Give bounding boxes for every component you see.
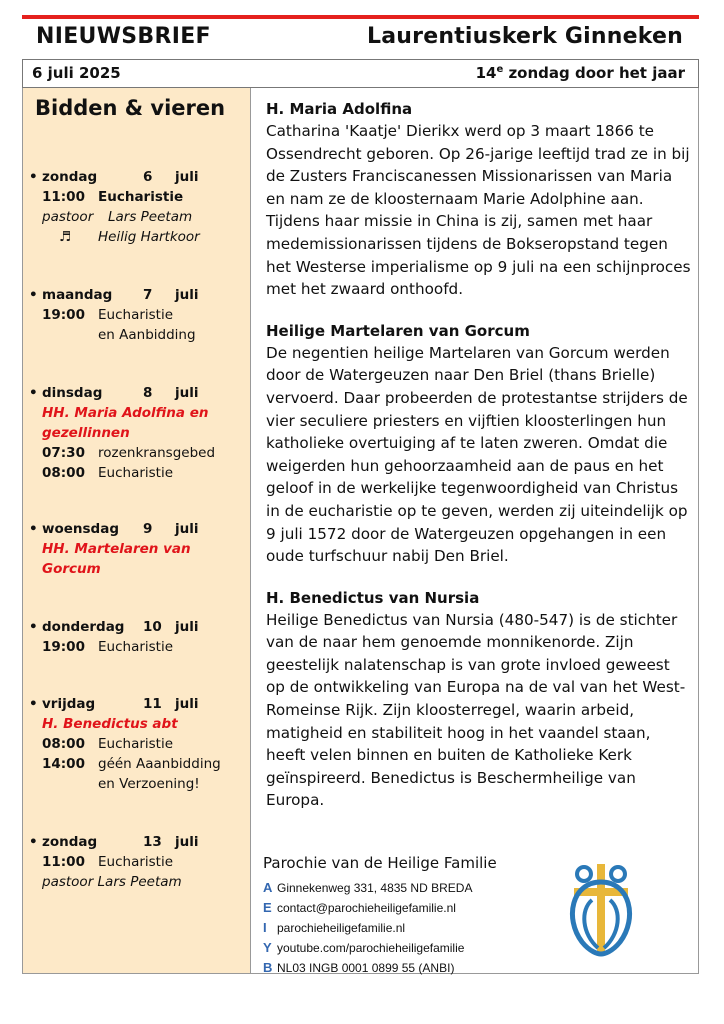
schedule-day bbox=[29, 519, 249, 579]
website-link[interactable]: parochieheiligefamilie.nl bbox=[277, 921, 406, 935]
email-letter: E bbox=[263, 900, 272, 915]
schedule-day bbox=[29, 285, 249, 345]
service-time: 11:00 bbox=[42, 189, 85, 205]
website-letter: I bbox=[263, 920, 267, 935]
schedule-day bbox=[29, 167, 249, 247]
day-number: 6 bbox=[143, 169, 153, 185]
service-name-cont: en Aanbidding bbox=[98, 327, 196, 343]
newsletter-header bbox=[22, 21, 699, 58]
article bbox=[266, 587, 691, 812]
service-time: 19:00 bbox=[42, 307, 85, 323]
issue-date: 6 juli 2025 bbox=[32, 64, 121, 82]
day-name: zondag bbox=[42, 834, 98, 850]
bullet-icon: • bbox=[29, 287, 38, 303]
bank-line bbox=[263, 958, 683, 978]
bullet-icon: • bbox=[29, 619, 38, 635]
service-name: Eucharistie bbox=[98, 307, 174, 323]
service-name: Eucharistie bbox=[98, 465, 174, 481]
bullet-icon: • bbox=[29, 521, 38, 537]
top-red-bar bbox=[22, 15, 699, 19]
feast-name: H. Benedictus abt bbox=[42, 716, 178, 732]
service-name: Eucharistie bbox=[98, 736, 174, 752]
service-time: 11:00 bbox=[42, 854, 85, 870]
day-name: dinsdag bbox=[42, 385, 103, 401]
address-text: Ginnekenweg 331, 4835 ND BREDA bbox=[277, 881, 473, 895]
day-month: juli bbox=[175, 834, 199, 850]
article-title: H. Maria Adolfina bbox=[266, 100, 413, 118]
article-body: Heilige Benedictus van Nursia (480-547) is de stichter van de naar hem genoemde monnikenorde. Zijn geestelijk nalatenschap is van grote invloed geweest op de ontwikkeling van Europa na de val van het West-Romeinse Rijk. Zijn kloosterregel, waarin arbeid, matigheid en stabiliteit hoog in het vaandel staan, heeft velen binnen en buiten de Katholieke Kerk geïnspireerd. Benedictus is Beschermheilige van Europa. bbox=[266, 610, 686, 810]
email-link[interactable]: contact@parochieheiligefamilie.nl bbox=[277, 901, 456, 915]
schedule-day bbox=[29, 617, 249, 657]
service-time: 07:30 bbox=[42, 445, 85, 461]
sunday-number: 14 bbox=[475, 64, 497, 82]
celebrant-name: Lars Peetam bbox=[108, 209, 193, 225]
liturgical-sunday bbox=[476, 64, 685, 82]
article-title: H. Benedictus van Nursia bbox=[266, 588, 480, 607]
day-number: 13 bbox=[143, 834, 162, 850]
feast-name: HH. Martelaren van Gorcum bbox=[42, 541, 191, 577]
service-name: Eucharistie bbox=[98, 639, 174, 655]
day-number: 10 bbox=[143, 619, 162, 635]
sidebar-title: Bidden & vieren bbox=[35, 96, 226, 120]
church-name: Laurentiuskerk Ginneken bbox=[367, 24, 683, 49]
bullet-icon: • bbox=[29, 385, 38, 401]
service-time: 08:00 bbox=[42, 465, 85, 481]
sunday-text: zondag door het jaar bbox=[503, 64, 685, 82]
bullet-icon: • bbox=[29, 696, 38, 712]
article bbox=[266, 98, 691, 301]
article-body: Catharina 'Kaatje' Dierikx werd op 3 maart 1866 te Ossendrecht geboren. Op 26-jarige leeftijd trad ze in bij de Zusters Franciscanessen Missionarissen van Maria en nam ze de kloosternaam Marie Adolphine aan. Tijdens haar missie in China is zij, samen met haar medemissionarissen tijdens de Bokseropstand tegen het Westerse imperialisme op 9 juli na een schijnproces met het zwaard onthoofd. bbox=[266, 122, 691, 299]
schedule-sidebar bbox=[23, 88, 251, 973]
bank-letter: B bbox=[263, 960, 273, 975]
service-name: Eucharistie bbox=[98, 854, 174, 870]
service-time: 14:00 bbox=[42, 756, 85, 772]
service-name: Eucharistie bbox=[98, 189, 184, 205]
music-note-icon: ♬ bbox=[59, 229, 72, 245]
day-name: woensdag bbox=[42, 521, 119, 537]
day-number: 9 bbox=[143, 521, 153, 537]
day-name: vrijdag bbox=[42, 696, 96, 712]
day-month: juli bbox=[175, 696, 199, 712]
sunday-ordinal: e bbox=[496, 64, 504, 75]
service-name-cont: en Verzoening! bbox=[98, 776, 200, 792]
celebrant-line: pastoor Lars Peetam bbox=[42, 874, 182, 890]
date-bar bbox=[22, 59, 699, 88]
content-frame bbox=[22, 88, 699, 974]
day-name: donderdag bbox=[42, 619, 125, 635]
day-month: juli bbox=[175, 619, 199, 635]
article bbox=[266, 320, 691, 568]
article-body: De negentien heilige Martelaren van Gorcum werden door de Watergeuzen naar Den Briel (thans Brielle) vervoerd. Daar probeerden de protestantse strijders de vier seculiere priesters en vijftien kloosterlingen hun katholieke overtuiging af te laten zweren. Omdat die weigerden hun gehoorzaamheid aan de paus en het geloof in de werkelijke tegenwoordigheid van Christus in de eucharistie op te geven, werden zij uiteindelijk op 9 juli 1572 door de Watergeuzen opgehangen in een oude turfschuur nabij Den Briel. bbox=[266, 343, 688, 566]
feast-name: HH. Maria Adolfina en gezellinnen bbox=[42, 405, 209, 441]
day-number: 11 bbox=[143, 696, 162, 712]
day-month: juli bbox=[175, 287, 199, 303]
schedule-day bbox=[29, 383, 249, 483]
service-name: rozenkransgebed bbox=[98, 445, 216, 461]
newsletter-title: NIEUWSBRIEF bbox=[36, 24, 211, 49]
parish-name: Parochie van de Heilige Familie bbox=[263, 854, 497, 872]
service-time: 08:00 bbox=[42, 736, 85, 752]
day-month: juli bbox=[175, 521, 199, 537]
day-name: zondag bbox=[42, 169, 98, 185]
day-number: 8 bbox=[143, 385, 153, 401]
article-title: Heilige Martelaren van Gorcum bbox=[266, 321, 530, 340]
bullet-icon: • bbox=[29, 169, 38, 185]
bank-text: NL03 INGB 0001 0899 55 (ANBI) bbox=[277, 961, 455, 975]
address-letter: A bbox=[263, 880, 273, 895]
day-name: maandag bbox=[42, 287, 113, 303]
bullet-icon: • bbox=[29, 834, 38, 850]
day-number: 7 bbox=[143, 287, 153, 303]
articles-column bbox=[266, 98, 691, 831]
parish-logo-icon bbox=[562, 858, 640, 958]
service-time: 19:00 bbox=[42, 639, 85, 655]
schedule-day bbox=[29, 694, 249, 794]
choir-name: Heilig Hartkoor bbox=[98, 229, 200, 245]
day-month: juli bbox=[175, 385, 199, 401]
youtube-letter: Y bbox=[263, 940, 272, 955]
schedule-day bbox=[29, 832, 249, 892]
service-name: géén Aaanbidding bbox=[98, 756, 221, 772]
youtube-link[interactable]: youtube.com/parochieheiligefamilie bbox=[277, 941, 465, 955]
celebrant-role: pastoor bbox=[42, 209, 94, 225]
day-month: juli bbox=[175, 169, 199, 185]
